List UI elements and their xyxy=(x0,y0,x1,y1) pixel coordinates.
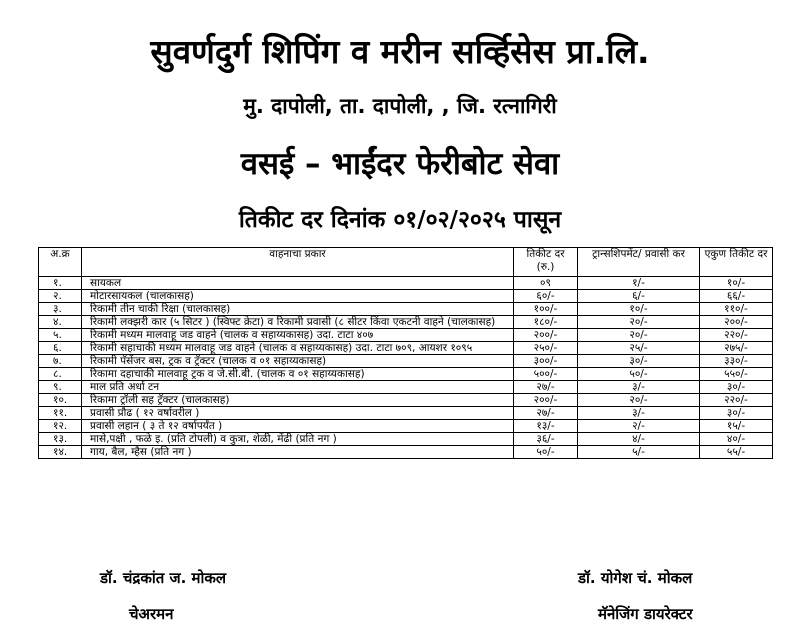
vehicle-type-cell: माल प्रति अर्धा टन xyxy=(82,381,514,394)
header-serial-no: अ.क्र xyxy=(39,248,82,277)
total-cell: ११०/- xyxy=(700,303,773,316)
table-row xyxy=(39,277,773,290)
total-cell: ५५०/- xyxy=(700,368,773,381)
serial-cell: १०. xyxy=(39,394,82,407)
vehicle-type-cell: गाय, बैल, म्हैस (प्रति नग ) xyxy=(82,446,514,459)
vehicle-type-cell: रिकामा ट्रॉली सह ट्रॅक्टर (चालकासह) xyxy=(82,394,514,407)
total-cell: ४०/- xyxy=(700,433,773,446)
fare-table xyxy=(38,247,773,459)
rate-cell: ३००/- xyxy=(514,355,578,368)
managing-director-title: मॅनेजिंग डायरेक्टर xyxy=(598,605,693,623)
rate-cell: ०९ xyxy=(514,277,578,290)
serial-cell: ११. xyxy=(39,407,82,420)
rate-cell: ६०/- xyxy=(514,290,578,303)
tax-cell: १/- xyxy=(578,277,700,290)
table-row xyxy=(39,303,773,316)
table-row xyxy=(39,420,773,433)
vehicle-type-cell: रिकामी मध्यम मालवाहू जड वाहने (चालक व सहाय्यकासह) उदा. टाटा ४०७ xyxy=(82,329,514,342)
company-address: मु. दापोली, ता. दापोली, , जि. रत्नागिरी xyxy=(243,94,557,118)
vehicle-type-cell: रिकामी सहाचाकी मध्यम मालवाहू जड वाहने (चालक व सहाय्यकासह) उदा. टाटा ७०९, आयशर १०९५ xyxy=(82,342,514,355)
serial-cell: १३. xyxy=(39,433,82,446)
tax-cell: २०/- xyxy=(578,329,700,342)
tax-cell: ३०/- xyxy=(578,355,700,368)
vehicle-type-cell: सायकल xyxy=(82,277,514,290)
rate-cell: २७/- xyxy=(514,381,578,394)
tax-cell: २५/- xyxy=(578,342,700,355)
vehicle-type-cell: रिकामी पॅसेंजर बस, ट्रक व ट्रॅक्टर (चालक व ०१ सहाय्यकासह) xyxy=(82,355,514,368)
tax-cell: २०/- xyxy=(578,316,700,329)
rate-cell: २००/- xyxy=(514,394,578,407)
serial-cell: ४. xyxy=(39,316,82,329)
serial-cell: १. xyxy=(39,277,82,290)
table-row xyxy=(39,290,773,303)
header-total-fare: एकुण तिकीट दर xyxy=(700,248,773,277)
rate-cell: ३६/- xyxy=(514,433,578,446)
table-row xyxy=(39,433,773,446)
table-row xyxy=(39,355,773,368)
tax-cell: ५०/- xyxy=(578,368,700,381)
tax-cell: २०/- xyxy=(578,394,700,407)
header-ticket-rate: तिकीट दर (रु.) xyxy=(514,248,578,277)
table-row xyxy=(39,368,773,381)
serial-cell: २. xyxy=(39,290,82,303)
effective-date-line: तिकीट दर दिनांक ०१/०२/२०२५ पासून xyxy=(238,207,562,233)
tax-cell: २/- xyxy=(578,420,700,433)
rate-cell: १८०/- xyxy=(514,316,578,329)
total-cell: २००/- xyxy=(700,316,773,329)
service-title: वसई – भाईंदर फेरीबोट सेवा xyxy=(240,146,560,182)
rate-cell: २००/- xyxy=(514,329,578,342)
tax-cell: ३/- xyxy=(578,381,700,394)
rate-cell: २५०/- xyxy=(514,342,578,355)
table-row xyxy=(39,316,773,329)
rate-cell: १३/- xyxy=(514,420,578,433)
serial-cell: ८. xyxy=(39,368,82,381)
rate-cell: ५००/- xyxy=(514,368,578,381)
chairman-name: डॉ. चंद्रकांत ज. मोकल xyxy=(100,569,227,587)
table-row xyxy=(39,407,773,420)
header-vehicle-type: वाहनाचा प्रकार xyxy=(82,248,514,277)
fare-table-header-row xyxy=(39,248,773,277)
vehicle-type-cell: प्रवासी प्रौढ ( १२ वर्षावरील ) xyxy=(82,407,514,420)
table-row xyxy=(39,394,773,407)
rate-cell: ५०/- xyxy=(514,446,578,459)
header-transhipment-tax: ट्रान्सशिपमेंट/ प्रवासी कर xyxy=(578,248,700,277)
serial-cell: १२. xyxy=(39,420,82,433)
total-cell: ३३०/- xyxy=(700,355,773,368)
total-cell: ६६/- xyxy=(700,290,773,303)
total-cell: १५/- xyxy=(700,420,773,433)
rate-cell: १००/- xyxy=(514,303,578,316)
chairman-title: चेअरमन xyxy=(129,605,174,623)
serial-cell: ७. xyxy=(39,355,82,368)
vehicle-type-cell: रिकामी तीन चाकी रिक्षा (चालकासह) xyxy=(82,303,514,316)
serial-cell: ६. xyxy=(39,342,82,355)
total-cell: २७५/- xyxy=(700,342,773,355)
total-cell: २२०/- xyxy=(700,329,773,342)
vehicle-type-cell: रिकामी लक्झरी कार (५ सिटर ) (स्विफ्ट क्रेटा) व रिकामी प्रवासी (८ सीटर किंवा एकटनी वाहने (चालकासह) xyxy=(82,316,514,329)
table-row xyxy=(39,446,773,459)
vehicle-type-cell: प्रवासी लहान ( ३ ते १२ वर्षापर्यंत ) xyxy=(82,420,514,433)
vehicle-type-cell: रिकामा दहाचाकी मालवाहू ट्रक व जे.सी.बी. (चालक व ०१ सहाय्यकासह) xyxy=(82,368,514,381)
table-row xyxy=(39,381,773,394)
total-cell: २२०/- xyxy=(700,394,773,407)
tax-cell: ४/- xyxy=(578,433,700,446)
serial-cell: १४. xyxy=(39,446,82,459)
serial-cell: ३. xyxy=(39,303,82,316)
table-row xyxy=(39,342,773,355)
tax-cell: ५/- xyxy=(578,446,700,459)
tax-cell: ३/- xyxy=(578,407,700,420)
total-cell: ५५/- xyxy=(700,446,773,459)
tax-cell: १०/- xyxy=(578,303,700,316)
company-name: सुवर्णदुर्ग शिपिंग व मरीन सर्व्हिसेस प्रा.लि. xyxy=(150,32,650,71)
total-cell: ३०/- xyxy=(700,381,773,394)
vehicle-type-cell: मोटारसायकल (चालकासह) xyxy=(82,290,514,303)
table-row xyxy=(39,329,773,342)
tax-cell: ६/- xyxy=(578,290,700,303)
rate-cell: २७/- xyxy=(514,407,578,420)
total-cell: १०/- xyxy=(700,277,773,290)
serial-cell: ५. xyxy=(39,329,82,342)
total-cell: ३०/- xyxy=(700,407,773,420)
managing-director-name: डॉ. योगेश चं. मोकल xyxy=(578,569,693,587)
serial-cell: ९. xyxy=(39,381,82,394)
vehicle-type-cell: मासे,पक्षी , फळे इ. (प्रति टोपली) व कुत्रा, शेळी, मेंढी (प्रति नग ) xyxy=(82,433,514,446)
